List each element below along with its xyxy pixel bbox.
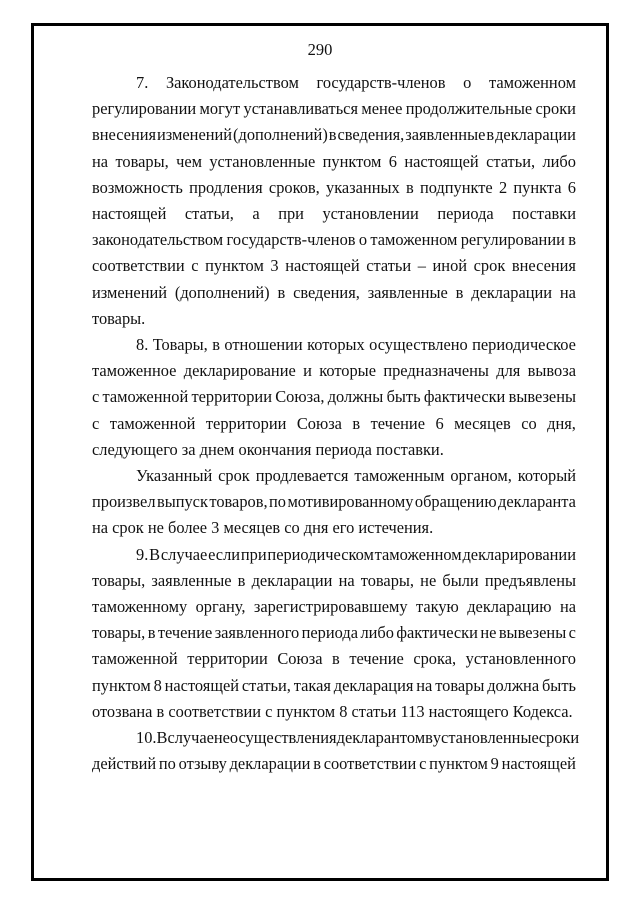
- text-line: действий по отзыву декларации в соответствии с пунктом 9 настоящей: [92, 754, 576, 774]
- paragraph-8: [92, 332, 576, 463]
- text-line: на товары, чем установленные пунктом 6 настоящей статьи, либо: [92, 151, 576, 171]
- page-frame: [31, 23, 609, 881]
- text-line: внесения изменений (дополнений) в сведения, заявленные в декларации: [92, 125, 576, 145]
- text-line: изменений (дополнений) в сведения, заявленные в декларации на: [92, 282, 576, 302]
- text-line: настоящей статьи, а при установлении периода поставки: [92, 204, 576, 224]
- text-line: законодательством государств-членов о таможенном регулировании в: [92, 230, 576, 250]
- text-line: Указанный срок продлевается таможенным органом, который: [136, 466, 576, 486]
- text-line: 7. Законодательством государств-членов о таможенном: [136, 73, 576, 92]
- text-line: товары, в течение заявленного периода либо фактически не вывезены с: [92, 623, 576, 643]
- text-line: товары.: [92, 308, 146, 328]
- page-number: 290: [307, 40, 333, 59]
- text-line: 10. В случае неосуществления декларантом в установленные сроки: [136, 728, 580, 748]
- text-line: товары, заявленные в декларации на товары, не были предъявлены: [92, 570, 576, 590]
- text-line: соответствии с пунктом 3 настоящей статьи – иной срок внесения: [92, 256, 576, 276]
- text-line: пунктом 8 настоящей статьи, такая декларация на товары должна быть: [92, 675, 576, 695]
- paragraph-8-extension: [92, 463, 576, 542]
- text-line: 9. В случае если при периодическом таможенном декларировании: [136, 544, 576, 564]
- text-line: отозвана в соответствии с пунктом 8 статьи 113 настоящего Кодекса.: [92, 701, 573, 721]
- text-line: возможность продления сроков, указанных в подпункте 2 пункта 6: [92, 177, 576, 197]
- text-line: таможенной территории Союза в течение срока, установленного: [92, 649, 576, 669]
- text-line: произвел выпуск товаров, по мотивированному обращению декларанта: [92, 492, 576, 512]
- text-line: с таможенной территории Союза, должны быть фактически вывезены: [92, 387, 576, 407]
- text-line: таможенное декларирование и которые предназначены для вывоза: [92, 361, 576, 381]
- text-line: с таможенной территории Союза в течение 6 месяцев со дня,: [92, 413, 576, 433]
- text-line: на срок не более 3 месяцев со дня его истечения.: [92, 518, 434, 538]
- paragraph-7: [92, 70, 576, 332]
- text-line: регулировании могут устанавливаться менее продолжительные сроки: [92, 99, 576, 119]
- text-line: таможенному органу, зарегистрировавшему такую декларацию на: [92, 597, 576, 617]
- text-line: следующего за днем окончания периода поставки.: [92, 439, 444, 459]
- paragraph-10: [92, 725, 580, 777]
- document-body: [92, 70, 580, 777]
- paragraph-9: [92, 542, 576, 725]
- text-line: 8. Товары, в отношении которых осуществлено периодическое: [136, 335, 576, 355]
